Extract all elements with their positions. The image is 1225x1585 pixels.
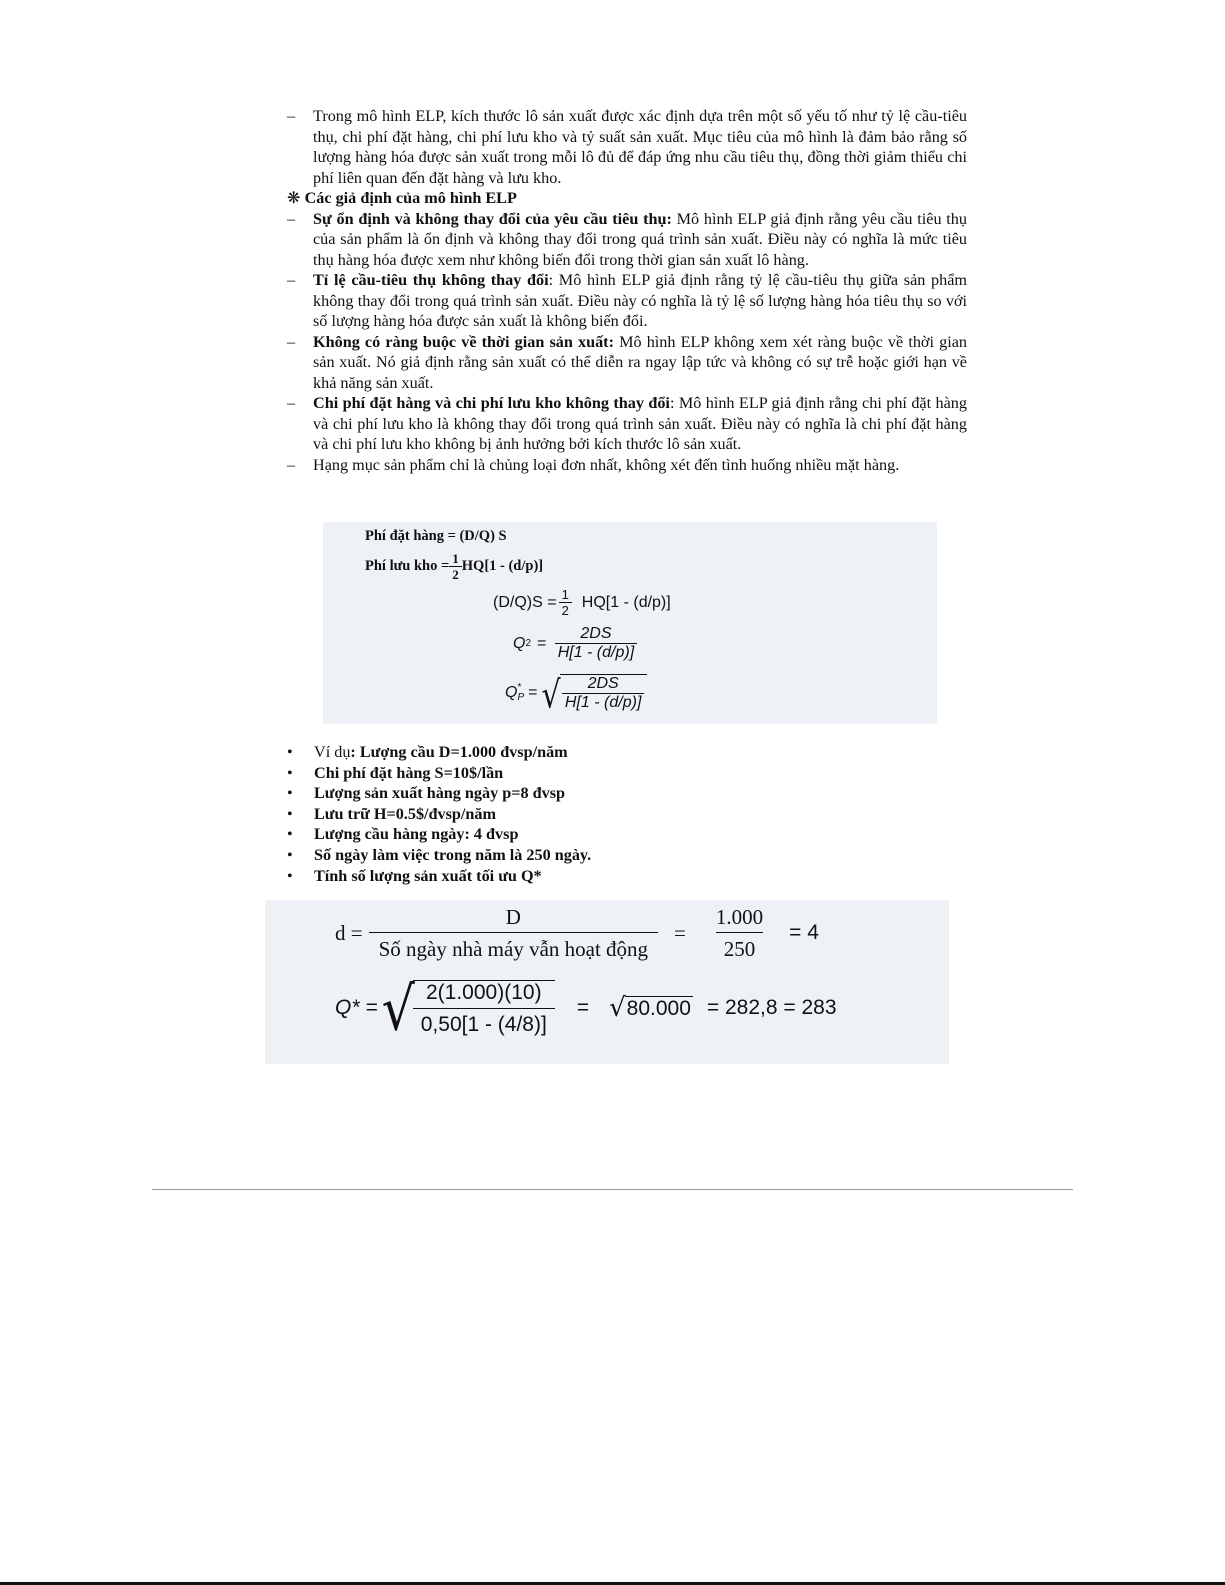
q-exponent: 2: [525, 638, 532, 649]
bullet-icon: •: [287, 825, 293, 844]
half-fraction: [449, 552, 462, 581]
main-text: [287, 106, 967, 475]
assumption-item: [287, 455, 967, 476]
q-subscript: P: [517, 691, 525, 703]
square-root: [381, 975, 555, 1045]
elp-formula-figure: [323, 522, 937, 724]
assumption-title: Tỉ lệ cầu-tiêu thụ không thay đổi: [313, 271, 549, 289]
frac-den: H[1 - (d/p)]: [555, 643, 637, 661]
square-root: [541, 673, 646, 718]
assumption-text: : Mô hình ELP giả định rằng tỷ lệ cầu-tiêu thụ giữa sản phẩm không thay đổi trong quá trình sản xuất. Điều này có nghĩa là tỷ lệ số lượng hàng hóa tiêu thụ so với số lượng hàng hóa được sản xuất là không biến đổi.: [313, 271, 967, 330]
assumption-title: Chi phí đặt hàng và chi phí lưu kho không thay đổi: [313, 394, 670, 412]
item-bold: Lượng sản xuất hàng ngày p=8 đvsp: [314, 784, 566, 803]
assumption-title: Không có ràng buộc về thời gian sản xuất:: [313, 332, 614, 351]
dash-marker: –: [287, 107, 296, 125]
item-bold: Chi phí đặt hàng S=10$/lần: [314, 763, 504, 782]
bullet-icon: •: [287, 866, 293, 885]
list-item: [287, 866, 591, 887]
bullet-icon: •: [287, 763, 293, 782]
value-fraction: [708, 906, 771, 960]
equals-sign: =: [537, 634, 547, 652]
q-fraction: [413, 982, 555, 1036]
q-optimal-calculation: [335, 975, 837, 1045]
q-symbol: Q: [505, 683, 518, 701]
half-den: 2: [559, 602, 572, 617]
item-plain: Ví dụ: [314, 743, 351, 761]
q-optimal-equation: [505, 673, 647, 718]
d-fraction: [369, 906, 658, 960]
assumption-text: Hạng mục sản phẩm chỉ là chủng loại đơn nhất, không xét đến tình huống nhiều mặt hàng.: [313, 455, 900, 474]
item-bold: Lượng cầu hàng ngày: 4 đvsp: [314, 825, 519, 844]
assumption-item: [287, 270, 967, 332]
eq1-left: (D/Q)S =: [493, 593, 557, 611]
q-symbol: Q: [513, 634, 526, 652]
assumption-text: Mô hình ELP không xem xét ràng buộc về thời gian sản xuất. Nó giả định rằng sản xuất có thể diễn ra ngay lập tức và không có sự trễ hoặc giới hạn về khả năng sản xuất.: [313, 332, 967, 392]
q-num: 2(1.000)(10): [426, 981, 542, 1004]
intro-text: Trong mô hình ELP, kích thước lô sản xuất được xác định dựa trên một số yếu tố như tỷ lệ cầu-tiêu thụ, chi phí đặt hàng, chi phí lưu kho và tỷ suất sản xuất. Mục tiêu của mô hình là đảm bảo rằng số lượng hàng hóa được sản xuất trong mỗi lô đủ để đáp ứng nhu cầu tiêu thụ, đồng thời giảm thiểu chi phí liên quan đến đặt hàng và lưu kho.: [313, 107, 967, 187]
value-num: 1.000: [715, 905, 764, 929]
intro-paragraph: [287, 106, 967, 188]
assumptions-heading-text: Các giả định của mô hình ELP: [304, 189, 517, 207]
order-cost-formula: Phí đặt hàng = (D/Q) S: [365, 528, 507, 544]
list-item: [287, 763, 591, 784]
assumptions-heading: [287, 188, 967, 209]
daily-demand-equation: [335, 906, 819, 960]
list-item: [287, 804, 591, 825]
half-num: 1: [561, 587, 569, 602]
item-bold: Số ngày làm việc trong năm là 250 ngày.: [314, 845, 592, 864]
half-den: 2: [449, 566, 462, 581]
example-calculation-figure: [265, 900, 949, 1064]
q-den: 0,50[1 - (4/8)]: [413, 1008, 555, 1036]
holding-cost-rest: HQ[1 - (d/p)]: [461, 558, 544, 574]
radicand: [413, 980, 555, 1036]
asterisk-icon: ❋: [287, 189, 301, 207]
frac-num: 2DS: [580, 625, 612, 642]
d-result: = 4: [789, 921, 819, 945]
root-fraction: [560, 676, 647, 711]
q-indices: [517, 683, 524, 703]
q-left: Q* =: [335, 996, 378, 1020]
frac-num: 2DS: [587, 675, 619, 692]
equals-sign: =: [528, 683, 538, 701]
dash-marker: –: [287, 271, 296, 289]
dash-marker: –: [287, 332, 296, 351]
d-left: d =: [335, 920, 363, 945]
q-squared-fraction: [552, 626, 639, 661]
value-den: 250: [716, 932, 764, 960]
equals-sign: =: [674, 920, 686, 945]
holding-cost-formula: [365, 552, 543, 581]
item-bold: Tính số lượng sản xuất tối ưu Q*: [314, 866, 542, 885]
d-num: D: [505, 905, 521, 929]
radical-icon: √: [609, 993, 626, 1024]
list-item: [287, 742, 591, 763]
bullet-icon: •: [287, 784, 293, 803]
half-fraction: [559, 588, 572, 617]
frac-den: H[1 - (d/p)]: [562, 693, 644, 711]
page-divider: [152, 1189, 1073, 1190]
q-result: = 282,8 = 283: [706, 996, 837, 1020]
list-item: [287, 824, 591, 845]
list-item: [287, 845, 591, 866]
equals-sign: =: [576, 996, 590, 1020]
dash-marker: –: [287, 455, 296, 474]
bullet-icon: •: [287, 845, 293, 864]
square-root-small: [609, 993, 693, 1024]
radicand: [560, 674, 647, 711]
assumption-text: : Mô hình ELP giả định rằng chi phí đặt hàng và chi phí lưu kho là không thay đổi trong quá trình sản xuất. Điều này có nghĩa là chi phí đặt hàng và chi phí lưu kho không bị ảnh hưởng bởi kích thước lô sản xuất.: [313, 394, 967, 453]
assumption-item: [287, 393, 967, 455]
assumption-text: Mô hình ELP giả định rằng yêu cầu tiêu thụ của sản phẩm là ổn định và không thay đổi trong quá trình sản xuất. Điều này có nghĩa là mức tiêu thụ hàng hóa được xem như không biến đổi trong thời gian sản xuất lô hàng.: [313, 209, 967, 269]
d-den: Số ngày nhà máy vẫn hoạt động: [369, 932, 658, 960]
list-item: [287, 783, 591, 804]
assumption-item: [287, 332, 967, 394]
example-list: [287, 742, 591, 886]
radical-icon: √: [381, 975, 415, 1045]
holding-cost-label: Phí lưu kho =: [365, 558, 450, 574]
bullet-icon: •: [287, 743, 293, 761]
item-bold: : Lượng cầu D=1.000 đvsp/năm: [350, 743, 568, 761]
dash-marker: –: [287, 209, 296, 228]
assumption-title: Sự ổn định và không thay đổi của yêu cầu tiêu thụ:: [313, 209, 672, 228]
equality-equation: [493, 588, 671, 617]
q-squared-equation: [513, 626, 639, 661]
bullet-icon: •: [287, 804, 293, 823]
q-star: *: [517, 681, 522, 693]
assumption-item: [287, 209, 967, 271]
half-num: 1: [452, 551, 459, 566]
root-value: 80.000: [626, 997, 691, 1021]
item-bold: Lưu trữ H=0.5$/đvsp/năm: [314, 804, 497, 823]
dash-marker: –: [287, 394, 296, 412]
radical-icon: √: [541, 673, 561, 718]
eq1-right: HQ[1 - (d/p)]: [581, 593, 671, 611]
